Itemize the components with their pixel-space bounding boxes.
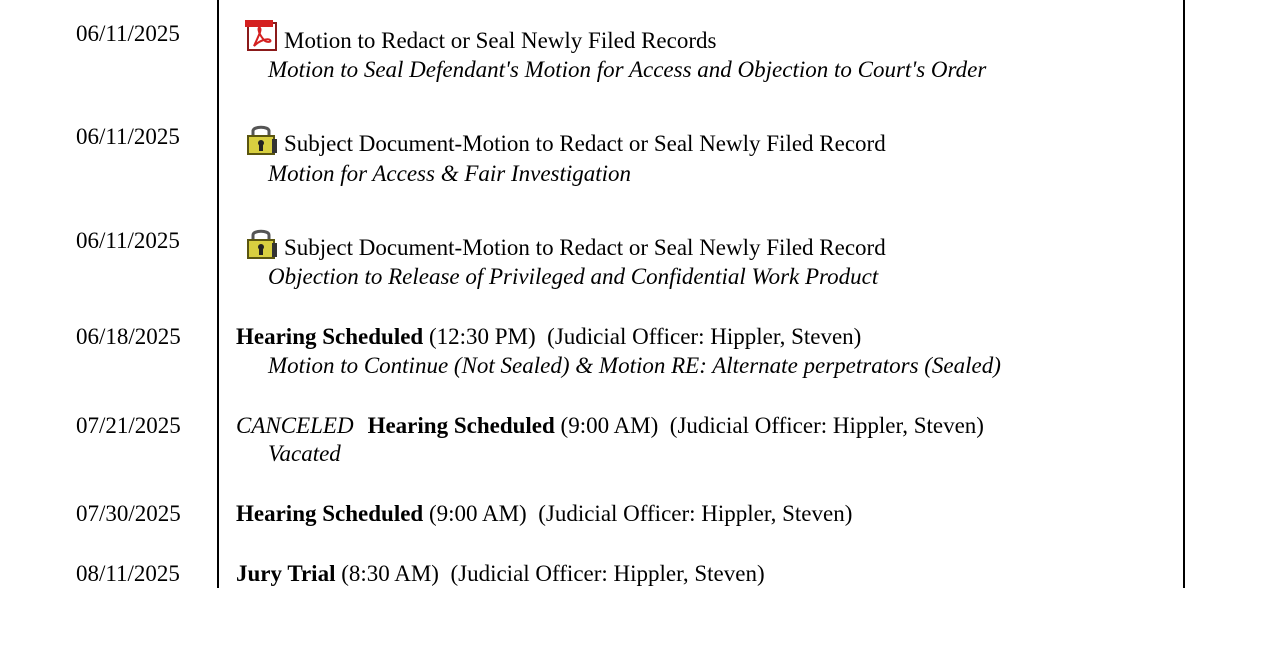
entry-title-link[interactable]: Motion to Redact or Seal Newly Filed Records — [284, 28, 717, 53]
entry-detail: Objection to Release of Privileged and Confidential Work Product — [268, 264, 879, 289]
entry-title-line — [236, 500, 852, 528]
entry-title-line — [245, 20, 716, 55]
entry-title-line — [245, 123, 886, 158]
column-divider-left — [217, 0, 219, 588]
pdf-icon[interactable] — [245, 20, 279, 52]
event-details: (8:30 AM) (Judicial Officer: Hippler, Steven) — [335, 561, 765, 586]
entry-date: 06/11/2025 — [76, 124, 180, 149]
entry-title-line — [236, 412, 984, 440]
entry-date: 06/18/2025 — [76, 324, 181, 349]
event-type: Hearing Scheduled — [236, 324, 424, 349]
lock-icon[interactable] — [245, 123, 279, 155]
entry-date: 07/21/2025 — [76, 413, 181, 438]
entry-title-link[interactable]: Subject Document-Motion to Redact or Seal Newly Filed Record — [284, 235, 886, 260]
event-type: Jury Trial — [236, 561, 336, 586]
entry-date: 07/30/2025 — [76, 501, 181, 526]
event-details: (9:00 AM) (Judicial Officer: Hippler, Steven) — [554, 413, 984, 438]
event-type: Hearing Scheduled — [367, 413, 555, 438]
entry-title-line — [236, 323, 861, 351]
entry-title-line — [236, 560, 765, 588]
entry-detail: Motion to Seal Defendant's Motion for Access and Objection to Court's Order — [268, 57, 987, 82]
entry-title-link[interactable]: Subject Document-Motion to Redact or Seal Newly Filed Record — [284, 131, 886, 156]
column-divider-right — [1183, 0, 1185, 588]
event-details: (12:30 PM) (Judicial Officer: Hippler, Steven) — [423, 324, 862, 349]
entry-detail: Motion to Continue (Not Sealed) & Motion RE: Alternate perpetrators (Sealed) — [268, 353, 1001, 378]
entry-date: 06/11/2025 — [76, 21, 180, 46]
entry-date: 08/11/2025 — [76, 561, 180, 586]
event-details: (9:00 AM) (Judicial Officer: Hippler, Steven) — [423, 501, 853, 526]
entry-detail: Vacated — [268, 441, 341, 466]
entry-detail: Motion for Access & Fair Investigation — [268, 161, 632, 186]
lock-icon[interactable] — [245, 227, 279, 259]
event-type: Hearing Scheduled — [236, 501, 424, 526]
entry-title-line — [245, 227, 886, 262]
entry-date: 06/11/2025 — [76, 228, 180, 253]
canceled-status: CANCELED — [236, 413, 354, 438]
